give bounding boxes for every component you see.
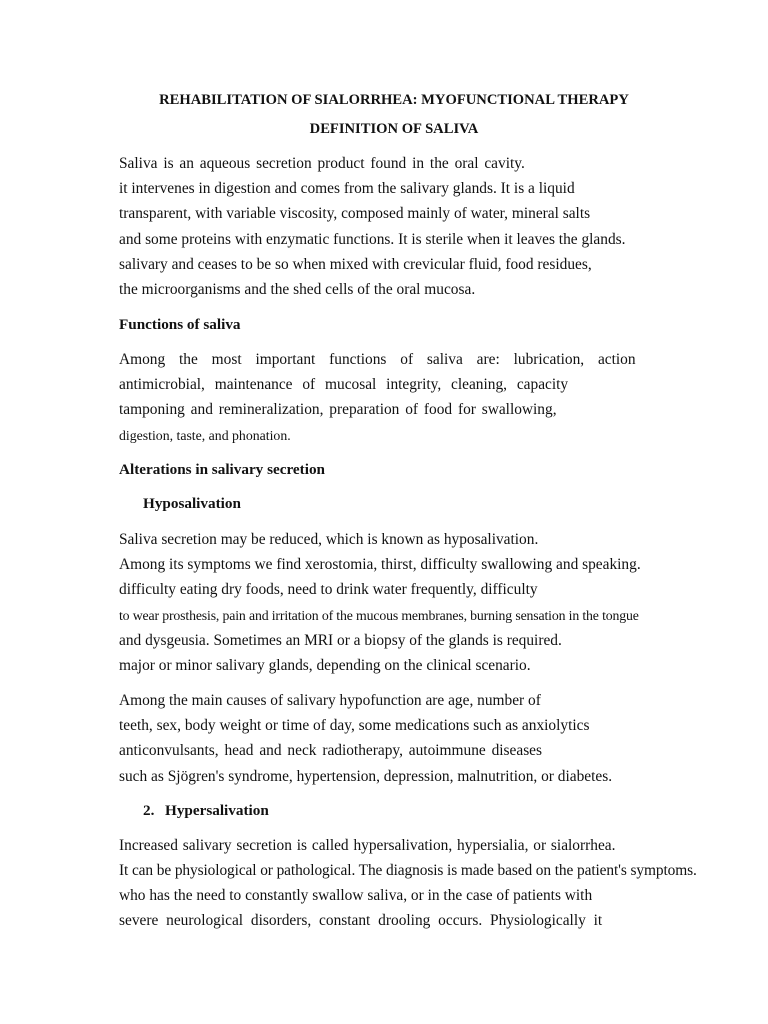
paragraph-line: difficulty eating dry foods, need to drink water frequently, difficulty — [119, 581, 538, 598]
paragraph-line: antimicrobial, maintenance of mucosal integrity, cleaning, capacity — [119, 376, 569, 393]
paragraph-line: transparent, with variable viscosity, composed mainly of water, mineral salts — [119, 205, 591, 222]
paragraph-line: Among the most important functions of saliva are: lubrication, action — [119, 351, 636, 368]
paragraph-line: to wear prosthesis, pain and irritation of the mucous membranes, burning sensation in the tongue — [119, 608, 639, 623]
paragraph-line: anticonvulsants, head and neck radiotherapy, autoimmune diseases — [119, 742, 542, 759]
paragraph-line: who has the need to constantly swallow saliva, or in the case of patients with — [119, 887, 593, 904]
paragraph-line: tamponing and remineralization, preparation of food for swallowing, — [119, 401, 557, 418]
hypersalivation-heading: Hypersalivation — [165, 802, 269, 819]
paragraph-line: Among the main causes of salivary hypofunction are age, number of — [119, 692, 541, 709]
document-title: REHABILITATION OF SIALORRHEA: MYOFUNCTIONAL THERAPY — [159, 92, 629, 108]
alterations-heading: Alterations in salivary secretion — [119, 461, 325, 478]
paragraph-line: salivary and ceases to be so when mixed with crevicular fluid, food residues, — [119, 256, 592, 273]
paragraph-line: teeth, sex, body weight or time of day, some medications such as anxiolytics — [119, 717, 590, 734]
paragraph-line: Saliva secretion may be reduced, which is known as hyposalivation. — [119, 531, 539, 548]
paragraph-line: it intervenes in digestion and comes from the salivary glands. It is a liquid — [119, 180, 575, 197]
paragraph-line: It can be physiological or pathological. The diagnosis is made based on the patient's symptoms. — [119, 862, 697, 879]
functions-heading: Functions of saliva — [119, 316, 241, 333]
paragraph-line: Among its symptoms we find xerostomia, thirst, difficulty swallowing and speaking. — [119, 556, 641, 573]
hyposalivation-heading: Hyposalivation — [143, 495, 241, 512]
paragraph-line: Increased salivary secretion is called hypersalivation, hypersialia, or sialorrhea. — [119, 837, 616, 854]
paragraph-line: Saliva is an aqueous secretion product found in the oral cavity. — [119, 155, 525, 172]
paragraph-line: digestion, taste, and phonation. — [119, 428, 291, 443]
paragraph-line: the microorganisms and the shed cells of the oral mucosa. — [119, 281, 476, 298]
hypersalivation-number: 2. — [143, 802, 155, 819]
paragraph-line: and some proteins with enzymatic functions. It is sterile when it leaves the glands. — [119, 231, 626, 248]
paragraph-line: such as Sjögren's syndrome, hypertension, depression, malnutrition, or diabetes. — [119, 768, 613, 785]
paragraph-line: and dysgeusia. Sometimes an MRI or a biopsy of the glands is required. — [119, 632, 562, 649]
paragraph-line: major or minor salivary glands, depending on the clinical scenario. — [119, 657, 531, 674]
document-subtitle: DEFINITION OF SALIVA — [309, 121, 479, 137]
paragraph-line: severe neurological disorders, constant drooling occurs. Physiologically it — [119, 912, 603, 929]
